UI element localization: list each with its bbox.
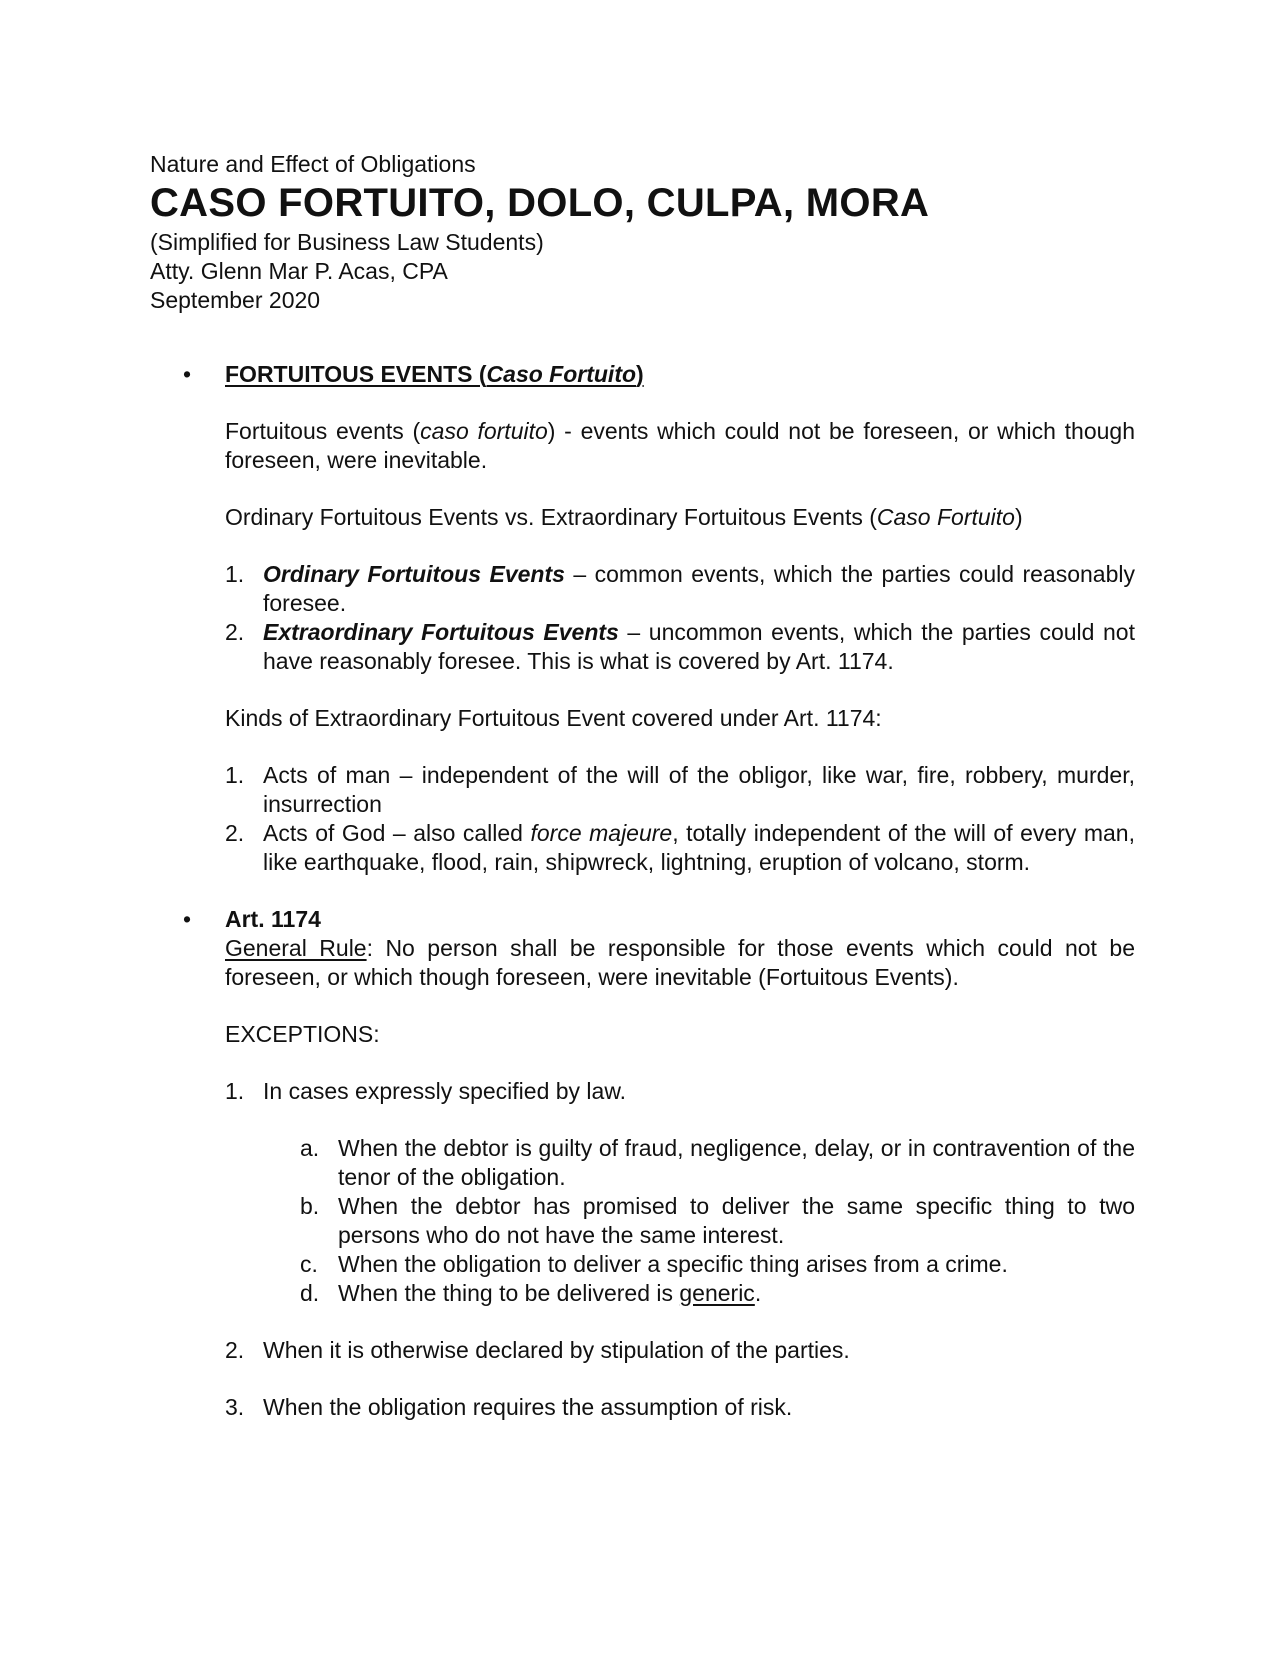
list-item: 2. When it is otherwise declared by stipulation of the parties. [225, 1337, 850, 1363]
list-item: 3. When the obligation requires the assumption of risk. [225, 1394, 793, 1420]
section-fortuitous-events [150, 360, 1135, 877]
list-item: 2. Extraordinary Fortuitous Events – uncommon events, which the parties could not have reasonably foresee. This is what is covered by Art. 1174. [225, 619, 1135, 674]
section-heading: FORTUITOUS EVENTS (Caso Fortuito) [225, 361, 644, 387]
list-item: 1. In cases expressly specified by law. [225, 1078, 627, 1104]
document-title: CASO FORTUITO, DOLO, CULPA, MORA [150, 181, 930, 225]
general-rule-paragraph: General Rule: No person shall be responsible for those events which could not be foreseen, or which though foreseen, were inevitable (Fortuitous Events). [225, 935, 1135, 990]
bullet-icon: • [183, 906, 192, 932]
author-line: Atty. Glenn Mar P. Acas, CPA [150, 258, 448, 284]
sub-list-item: b. When the debtor has promised to deliver the same specific thing to two persons who do not have the same interest. [300, 1193, 1135, 1248]
kinds-intro: Kinds of Extraordinary Fortuitous Event covered under Art. 1174: [225, 705, 882, 731]
subtitle-line: (Simplified for Business Law Students) [150, 229, 544, 255]
bullet-icon: • [183, 361, 192, 387]
date-line: September 2020 [150, 287, 321, 313]
section-heading: Art. 1174 [225, 906, 321, 932]
list-item: 1. Acts of man – independent of the will of the obligor, like war, fire, robbery, murder, insurrection [225, 762, 1135, 817]
document-header [150, 150, 1130, 315]
sub-list-item: d. When the thing to be delivered is generic. [300, 1280, 762, 1306]
subject-line: Nature and Effect of Obligations [150, 151, 476, 177]
exceptions-label: EXCEPTIONS: [225, 1021, 380, 1047]
definition-paragraph: Fortuitous events (caso fortuito) - events which could not be foreseen, or which though foreseen, were inevitable. [225, 418, 1136, 473]
document-body [150, 360, 1135, 1422]
sub-list-item: a. When the debtor is guilty of fraud, negligence, delay, or in contravention of the tenor of the obligation. [300, 1135, 1135, 1190]
sub-list-item: c. When the obligation to deliver a specific thing arises from a crime. [300, 1251, 1008, 1277]
section-art-1174 [150, 905, 1135, 1422]
comparison-paragraph: Ordinary Fortuitous Events vs. Extraordinary Fortuitous Events (Caso Fortuito) [225, 504, 1023, 530]
list-item: 2. Acts of God – also called force majeure, totally independent of the will of every man, like earthquake, flood, rain, shipwreck, lightning, eruption of volcano, storm. [225, 820, 1135, 875]
list-item: 1. Ordinary Fortuitous Events – common events, which the parties could reasonably foresee. [225, 561, 1136, 616]
